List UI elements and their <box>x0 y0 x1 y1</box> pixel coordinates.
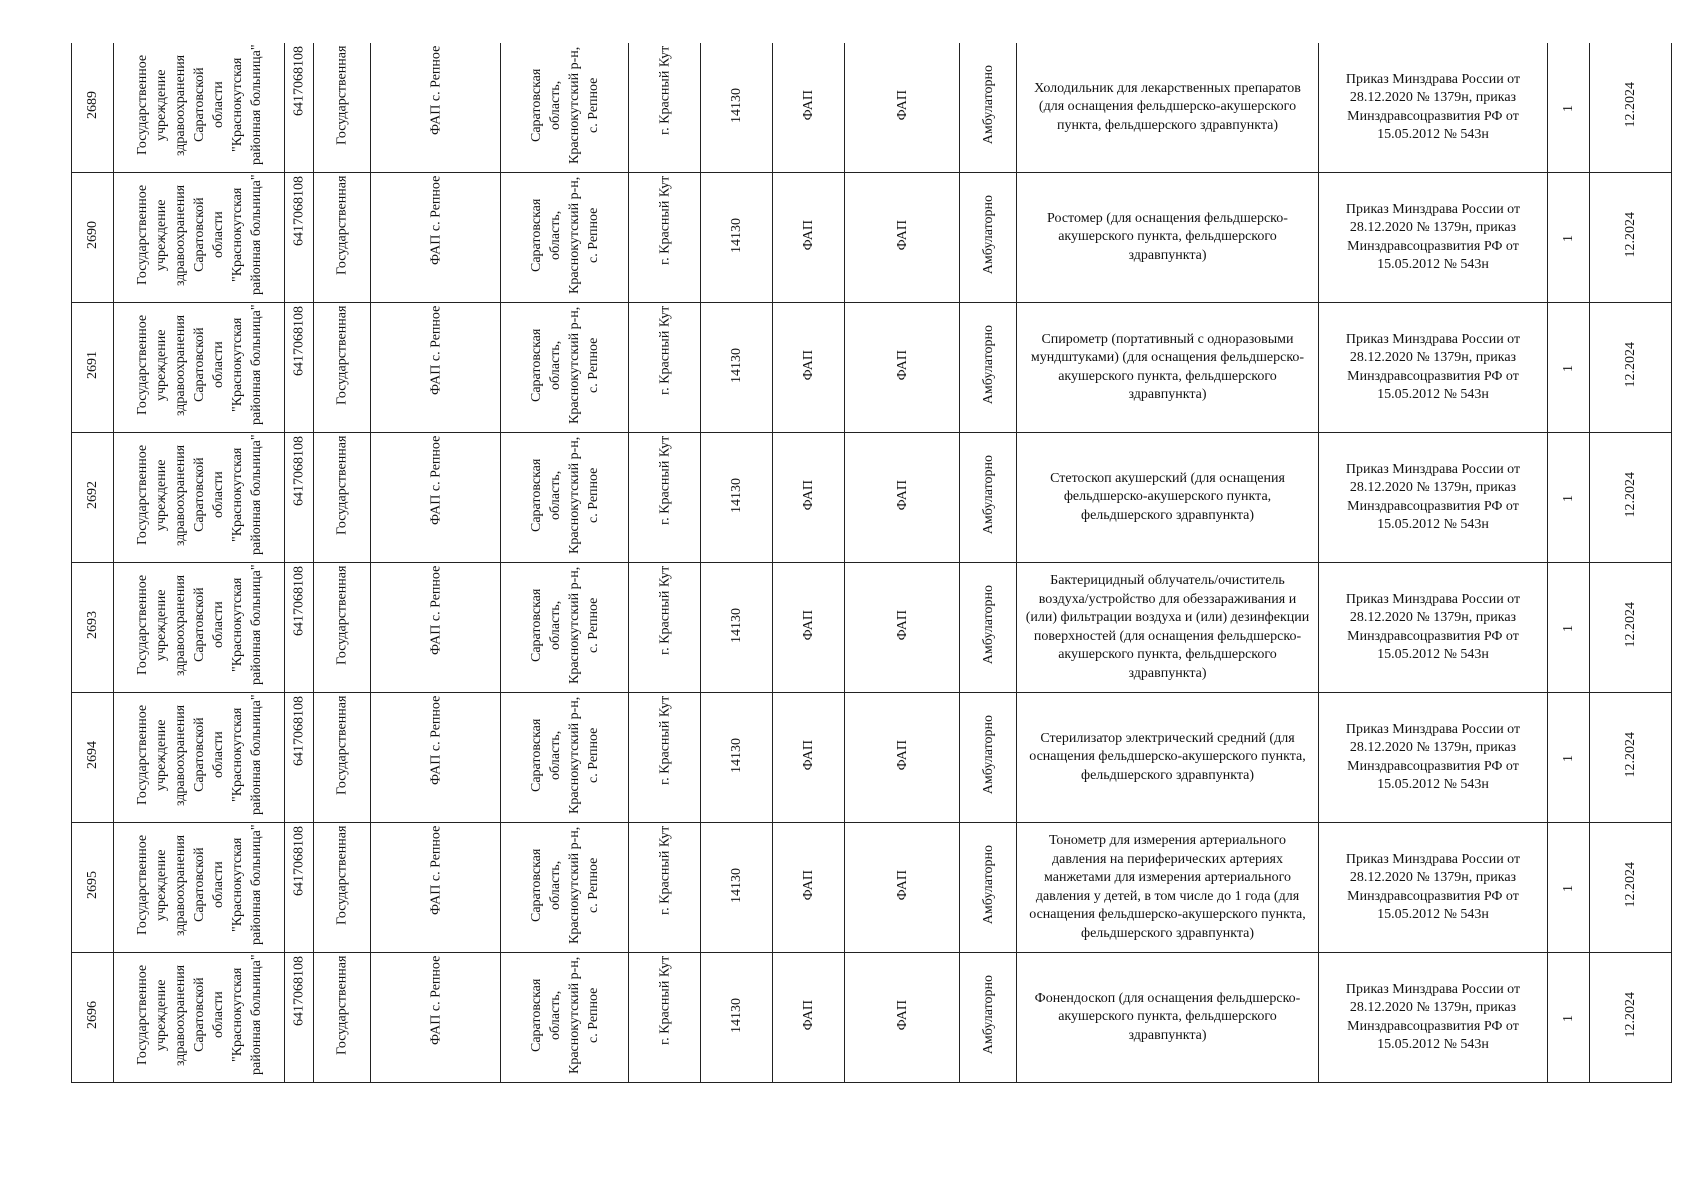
care-mode: Амбулаторно <box>980 325 996 405</box>
unit-cell <box>371 433 501 563</box>
type1: ФАП <box>801 999 816 1031</box>
inn: 6417068108 <box>291 436 307 506</box>
date-cell <box>1590 303 1672 433</box>
equipment-item: Фонендоскоп (для оснащения фельдшерско-акушерского пункта, фельдшерского здравпункта) <box>1034 990 1301 1043</box>
city-cell <box>629 563 701 693</box>
organization-name: Государственное учреждение здравоохранения Саратовской области "Краснокутская районная больница" <box>134 564 264 686</box>
row-number: 2695 <box>85 871 100 899</box>
code-cell <box>701 693 773 823</box>
date-cell <box>1590 953 1672 1083</box>
mode-cell <box>960 693 1017 823</box>
organization-cell <box>114 693 285 823</box>
mode-cell <box>960 43 1017 173</box>
inn: 6417068108 <box>291 176 307 246</box>
city: г. Красный Кут <box>657 306 672 396</box>
equipment-item: Стетоскоп акушерский (для оснащения фельдшерско-акушерского пункта, фельдшерского здравпункта) <box>1050 470 1285 523</box>
organization-name: Государственное учреждение здравоохранения Саратовской области "Краснокутская районная больница" <box>134 694 264 816</box>
type2: ФАП <box>894 89 910 121</box>
type2: ФАП <box>894 219 910 251</box>
mode-cell <box>960 953 1017 1083</box>
item-cell <box>1017 693 1319 823</box>
inn: 6417068108 <box>291 566 307 636</box>
row-number: 2693 <box>85 611 100 639</box>
inn-cell <box>285 173 314 303</box>
quantity: 1 <box>1561 1014 1576 1022</box>
code-cell <box>701 173 773 303</box>
table-row <box>72 173 1672 303</box>
code: 14130 <box>729 217 744 253</box>
address-cell <box>501 823 629 953</box>
type1-cell <box>773 823 845 953</box>
ownership-cell <box>314 433 371 563</box>
inn-cell <box>285 823 314 953</box>
organization-cell <box>114 433 285 563</box>
address-cell <box>501 43 629 173</box>
city-cell <box>629 823 701 953</box>
type2-cell <box>845 433 960 563</box>
type2: ФАП <box>894 739 910 771</box>
item-cell <box>1017 433 1319 563</box>
qty-cell <box>1548 303 1590 433</box>
code-cell <box>701 303 773 433</box>
code: 14130 <box>729 737 744 773</box>
row-number-cell <box>72 953 114 1083</box>
row-number-cell <box>72 433 114 563</box>
organization-cell <box>114 173 285 303</box>
type2-cell <box>845 303 960 433</box>
order-cell <box>1319 43 1548 173</box>
ownership-cell <box>314 823 371 953</box>
row-number: 2689 <box>85 91 100 119</box>
table-row <box>72 43 1672 173</box>
type2: ФАП <box>894 999 910 1031</box>
qty-cell <box>1548 43 1590 173</box>
address-cell <box>501 173 629 303</box>
table-row <box>72 433 1672 563</box>
regulation-order: Приказ Минздрава России от 28.12.2020 № 1379н, приказ Минздравсоцразвития РФ от 15.05.2012 № 543н <box>1345 851 1521 922</box>
type2: ФАП <box>894 609 910 641</box>
code: 14130 <box>729 997 744 1033</box>
type1-cell <box>773 303 845 433</box>
quantity: 1 <box>1561 364 1576 372</box>
city-cell <box>629 433 701 563</box>
equipment-item: Спирометр (портативный с одноразовыми мундштуками) (для оснащения фельдшерско-акушерского пункта, фельдшерского здравпункта) <box>1030 331 1305 402</box>
row-number: 2694 <box>85 741 100 769</box>
equipment-table <box>71 43 1672 1083</box>
city: г. Красный Кут <box>657 956 672 1046</box>
item-cell <box>1017 173 1319 303</box>
order-cell <box>1319 563 1548 693</box>
organization-cell <box>114 303 285 433</box>
date: 12.2024 <box>1623 342 1638 388</box>
mode-cell <box>960 173 1017 303</box>
type2: ФАП <box>894 349 910 381</box>
unit-cell <box>371 823 501 953</box>
regulation-order: Приказ Минздрава России от 28.12.2020 № 1379н, приказ Минздравсоцразвития РФ от 15.05.2012 № 543н <box>1345 981 1521 1052</box>
code-cell <box>701 823 773 953</box>
unit-name: ФАП с. Репное <box>428 46 443 136</box>
regulation-order: Приказ Минздрава России от 28.12.2020 № 1379н, приказ Минздравсоцразвития РФ от 15.05.2012 № 543н <box>1345 201 1521 272</box>
mode-cell <box>960 563 1017 693</box>
address: Саратовская область, Краснокутский р-н, с. Репное <box>528 436 601 554</box>
ownership: Государственная <box>334 46 350 146</box>
date-cell <box>1590 43 1672 173</box>
order-cell <box>1319 823 1548 953</box>
city-cell <box>629 43 701 173</box>
care-mode: Амбулаторно <box>980 585 996 665</box>
city: г. Красный Кут <box>657 176 672 266</box>
row-number: 2690 <box>85 221 100 249</box>
qty-cell <box>1548 953 1590 1083</box>
city: г. Красный Кут <box>657 826 672 916</box>
type1: ФАП <box>801 869 816 901</box>
row-number-cell <box>72 563 114 693</box>
order-cell <box>1319 433 1548 563</box>
row-number-cell <box>72 303 114 433</box>
type1-cell <box>773 953 845 1083</box>
ownership-cell <box>314 303 371 433</box>
date: 12.2024 <box>1623 472 1638 518</box>
date-cell <box>1590 433 1672 563</box>
unit-name: ФАП с. Репное <box>428 956 443 1046</box>
equipment-item: Стерилизатор электрический средний (для оснащения фельдшерско-акушерского пункта, фельдшерского здравпункта) <box>1029 730 1306 783</box>
ownership-cell <box>314 563 371 693</box>
quantity: 1 <box>1561 624 1576 632</box>
item-cell <box>1017 563 1319 693</box>
code: 14130 <box>729 477 744 513</box>
inn-cell <box>285 953 314 1083</box>
mode-cell <box>960 433 1017 563</box>
date-cell <box>1590 823 1672 953</box>
type2-cell <box>845 953 960 1083</box>
type2-cell <box>845 563 960 693</box>
organization-name: Государственное учреждение здравоохранения Саратовской области "Краснокутская районная больница" <box>134 174 264 296</box>
care-mode: Амбулаторно <box>980 845 996 925</box>
ownership: Государственная <box>334 956 350 1056</box>
care-mode: Амбулаторно <box>980 195 996 275</box>
inn: 6417068108 <box>291 826 307 896</box>
qty-cell <box>1548 823 1590 953</box>
organization-cell <box>114 563 285 693</box>
organization-cell <box>114 43 285 173</box>
item-cell <box>1017 823 1319 953</box>
address: Саратовская область, Краснокутский р-н, с. Репное <box>528 46 601 164</box>
qty-cell <box>1548 563 1590 693</box>
type1: ФАП <box>801 219 816 251</box>
code-cell <box>701 433 773 563</box>
care-mode: Амбулаторно <box>980 975 996 1055</box>
city-cell <box>629 303 701 433</box>
qty-cell <box>1548 173 1590 303</box>
ownership-cell <box>314 173 371 303</box>
city: г. Красный Кут <box>657 436 672 526</box>
city: г. Красный Кут <box>657 696 672 786</box>
inn-cell <box>285 693 314 823</box>
unit-cell <box>371 173 501 303</box>
type1-cell <box>773 173 845 303</box>
row-number-cell <box>72 173 114 303</box>
unit-name: ФАП с. Репное <box>428 306 443 396</box>
date: 12.2024 <box>1623 212 1638 258</box>
table-row <box>72 563 1672 693</box>
unit-cell <box>371 563 501 693</box>
code-cell <box>701 43 773 173</box>
organization-cell <box>114 953 285 1083</box>
ownership: Государственная <box>334 566 350 666</box>
qty-cell <box>1548 433 1590 563</box>
mode-cell <box>960 303 1017 433</box>
ownership: Государственная <box>334 176 350 276</box>
code: 14130 <box>729 87 744 123</box>
order-cell <box>1319 953 1548 1083</box>
type1-cell <box>773 43 845 173</box>
date: 12.2024 <box>1623 862 1638 908</box>
city-cell <box>629 173 701 303</box>
organization-name: Государственное учреждение здравоохранения Саратовской области "Краснокутская районная больница" <box>134 434 264 556</box>
address: Саратовская область, Краснокутский р-н, с. Репное <box>528 306 601 424</box>
date: 12.2024 <box>1623 992 1638 1038</box>
quantity: 1 <box>1561 884 1576 892</box>
table-row <box>72 823 1672 953</box>
type1-cell <box>773 563 845 693</box>
unit-name: ФАП с. Репное <box>428 566 443 656</box>
quantity: 1 <box>1561 494 1576 502</box>
inn: 6417068108 <box>291 696 307 766</box>
ownership-cell <box>314 953 371 1083</box>
table-row <box>72 953 1672 1083</box>
row-number-cell <box>72 693 114 823</box>
unit-cell <box>371 693 501 823</box>
address: Саратовская область, Краснокутский р-н, с. Репное <box>528 176 601 294</box>
unit-name: ФАП с. Репное <box>428 696 443 786</box>
inn: 6417068108 <box>291 956 307 1026</box>
row-number: 2692 <box>85 481 100 509</box>
code-cell <box>701 563 773 693</box>
qty-cell <box>1548 693 1590 823</box>
organization-name: Государственное учреждение здравоохранения Саратовской области "Краснокутская районная больница" <box>134 304 264 426</box>
address-cell <box>501 563 629 693</box>
unit-name: ФАП с. Репное <box>428 176 443 266</box>
regulation-order: Приказ Минздрава России от 28.12.2020 № 1379н, приказ Минздравсоцразвития РФ от 15.05.2012 № 543н <box>1345 591 1521 662</box>
item-cell <box>1017 953 1319 1083</box>
city: г. Красный Кут <box>657 566 672 656</box>
address-cell <box>501 693 629 823</box>
ownership-cell <box>314 693 371 823</box>
address: Саратовская область, Краснокутский р-н, с. Репное <box>528 566 601 684</box>
table-row <box>72 303 1672 433</box>
equipment-item: Тонометр для измерения артериального давления на периферических артериях манжетами для измерения артериального давления у детей, в том числе до 1 года (для оснащения фельдшерско-акушерского пункта, фельдшерского здравпункта) <box>1029 833 1306 941</box>
date-cell <box>1590 693 1672 823</box>
address: Саратовская область, Краснокутский р-н, с. Репное <box>528 826 601 944</box>
quantity: 1 <box>1561 754 1576 762</box>
unit-name: ФАП с. Репное <box>428 826 443 916</box>
date: 12.2024 <box>1623 602 1638 648</box>
type2: ФАП <box>894 869 910 901</box>
quantity: 1 <box>1561 104 1576 112</box>
equipment-item: Холодильник для лекарственных препаратов (для оснащения фельдшерско-акушерского пункта, фельдшерского здравпункта) <box>1034 80 1301 133</box>
order-cell <box>1319 693 1548 823</box>
type2: ФАП <box>894 479 910 511</box>
date: 12.2024 <box>1623 732 1638 778</box>
ownership: Государственная <box>334 696 350 796</box>
ownership: Государственная <box>334 306 350 406</box>
ownership: Государственная <box>334 826 350 926</box>
organization-name: Государственное учреждение здравоохранения Саратовской области "Краснокутская районная больница" <box>134 44 264 166</box>
type1-cell <box>773 433 845 563</box>
type1-cell <box>773 693 845 823</box>
table-row <box>72 693 1672 823</box>
unit-cell <box>371 303 501 433</box>
date: 12.2024 <box>1623 82 1638 128</box>
order-cell <box>1319 173 1548 303</box>
type1: ФАП <box>801 349 816 381</box>
address: Саратовская область, Краснокутский р-н, с. Репное <box>528 956 601 1074</box>
address: Саратовская область, Краснокутский р-н, с. Репное <box>528 696 601 814</box>
city-cell <box>629 693 701 823</box>
care-mode: Амбулаторно <box>980 715 996 795</box>
care-mode: Амбулаторно <box>980 455 996 535</box>
item-cell <box>1017 303 1319 433</box>
type1: ФАП <box>801 479 816 511</box>
code-cell <box>701 953 773 1083</box>
regulation-order: Приказ Минздрава России от 28.12.2020 № 1379н, приказ Минздравсоцразвития РФ от 15.05.2012 № 543н <box>1345 461 1521 532</box>
order-cell <box>1319 303 1548 433</box>
row-number-cell <box>72 823 114 953</box>
inn-cell <box>285 433 314 563</box>
ownership: Государственная <box>334 436 350 536</box>
address-cell <box>501 953 629 1083</box>
code: 14130 <box>729 347 744 383</box>
inn-cell <box>285 563 314 693</box>
unit-cell <box>371 953 501 1083</box>
organization-cell <box>114 823 285 953</box>
city-cell <box>629 953 701 1083</box>
inn: 6417068108 <box>291 306 307 376</box>
regulation-order: Приказ Минздрава России от 28.12.2020 № 1379н, приказ Минздравсоцразвития РФ от 15.05.2012 № 543н <box>1345 71 1521 142</box>
inn-cell <box>285 43 314 173</box>
mode-cell <box>960 823 1017 953</box>
item-cell <box>1017 43 1319 173</box>
unit-cell <box>371 43 501 173</box>
table-body <box>72 43 1672 1083</box>
inn: 6417068108 <box>291 46 307 116</box>
organization-name: Государственное учреждение здравоохранения Саратовской области "Краснокутская районная больница" <box>134 954 264 1076</box>
date-cell <box>1590 173 1672 303</box>
ownership-cell <box>314 43 371 173</box>
code: 14130 <box>729 867 744 903</box>
care-mode: Амбулаторно <box>980 65 996 145</box>
equipment-item: Бактерицидный облучатель/очиститель воздуха/устройство для обеззараживания и (или) фильтрации воздуха и (или) дезинфекции поверхностей (для оснащения фельдшерско-акушерского пункта, фельдшерского здравпункта) <box>1025 573 1310 681</box>
code: 14130 <box>729 607 744 643</box>
type2-cell <box>845 823 960 953</box>
equipment-item: Ростомер (для оснащения фельдшерско-акушерского пункта, фельдшерского здравпункта) <box>1047 210 1288 263</box>
type2-cell <box>845 173 960 303</box>
quantity: 1 <box>1561 234 1576 242</box>
row-number: 2696 <box>85 1001 100 1029</box>
regulation-order: Приказ Минздрава России от 28.12.2020 № 1379н, приказ Минздравсоцразвития РФ от 15.05.2012 № 543н <box>1345 721 1521 792</box>
city: г. Красный Кут <box>657 46 672 136</box>
date-cell <box>1590 563 1672 693</box>
type1: ФАП <box>801 609 816 641</box>
type1: ФАП <box>801 89 816 121</box>
type2-cell <box>845 693 960 823</box>
regulation-order: Приказ Минздрава России от 28.12.2020 № 1379н, приказ Минздравсоцразвития РФ от 15.05.2012 № 543н <box>1345 331 1521 402</box>
inn-cell <box>285 303 314 433</box>
unit-name: ФАП с. Репное <box>428 436 443 526</box>
organization-name: Государственное учреждение здравоохранения Саратовской области "Краснокутская районная больница" <box>134 824 264 946</box>
type2-cell <box>845 43 960 173</box>
row-number-cell <box>72 43 114 173</box>
row-number: 2691 <box>85 351 100 379</box>
address-cell <box>501 303 629 433</box>
address-cell <box>501 433 629 563</box>
type1: ФАП <box>801 739 816 771</box>
